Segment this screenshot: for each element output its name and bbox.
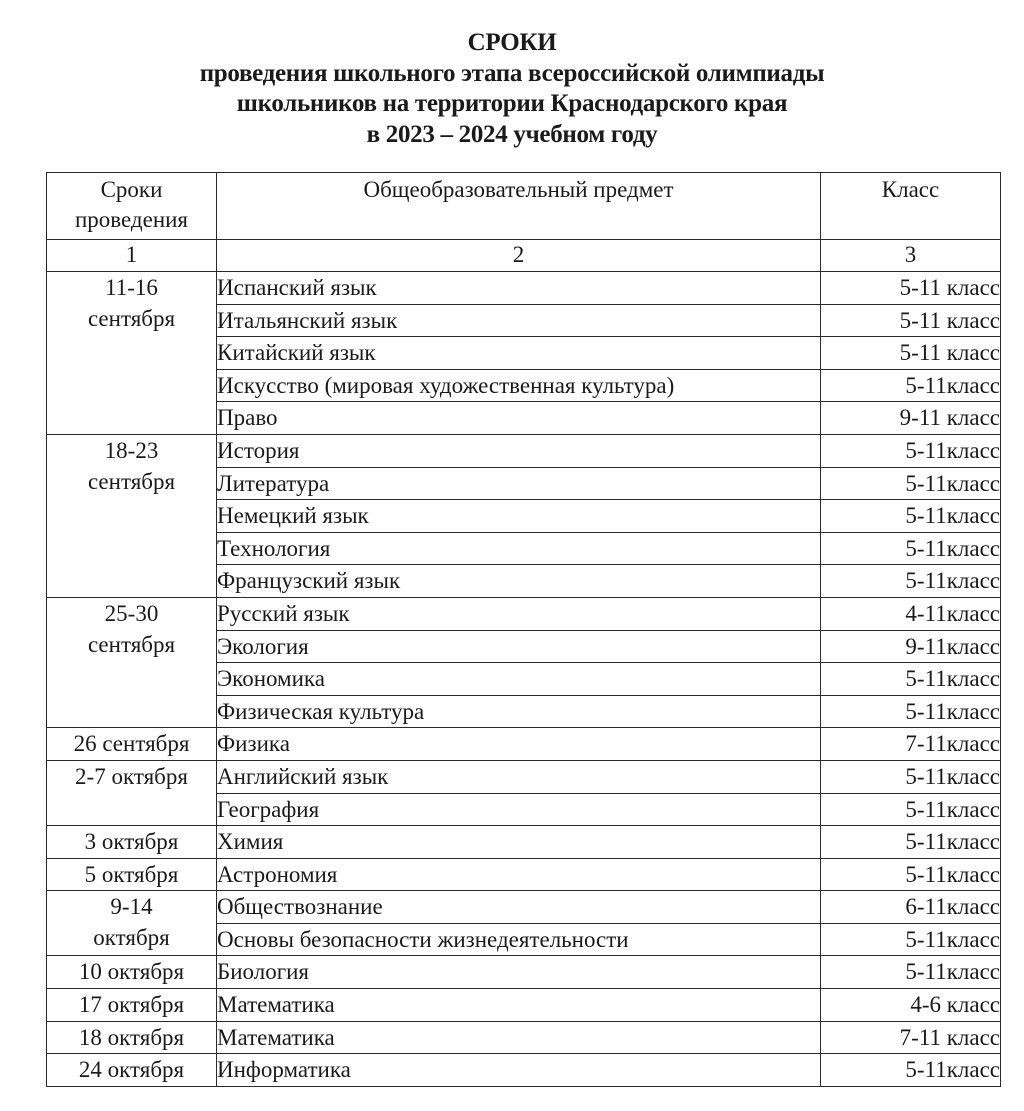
grade-cell: 7-11 класс (821, 1021, 1001, 1054)
header-date-line: проведения (74, 207, 189, 232)
grade-cell: 5-11класс (821, 532, 1001, 565)
table-row (47, 858, 1001, 891)
schedule-table (46, 172, 1001, 1087)
grade-cell: 5-11класс (821, 565, 1001, 598)
date-line: сентября (87, 468, 176, 494)
table-row (47, 891, 1001, 924)
table-row (47, 272, 1001, 305)
grade-cell: 9-11класс (821, 630, 1001, 663)
table-row (47, 597, 1001, 630)
date-cell (47, 826, 217, 859)
subject-cell: Английский язык (217, 760, 821, 793)
grade-cell: 5-11класс (821, 760, 1001, 793)
subject-cell: Астрономия (217, 858, 821, 891)
date-line: сентября (87, 306, 176, 331)
subject-cell: Математика (217, 1021, 821, 1054)
date-line: 2-7 октября (75, 763, 188, 789)
table-row (47, 728, 1001, 761)
table-row (47, 956, 1001, 989)
date-cell (47, 760, 217, 825)
subject-cell: Экология (217, 630, 821, 663)
date-cell (47, 858, 217, 891)
column-number: 3 (821, 240, 1001, 272)
date-line: 18-23 (104, 437, 159, 463)
subject-cell: Немецкий язык (217, 500, 821, 533)
header-date (47, 173, 217, 240)
grade-cell: 5-11класс (821, 1054, 1001, 1087)
grade-cell: 7-11класс (821, 728, 1001, 761)
grade-cell: 5-11класс (821, 467, 1001, 500)
grade-cell: 5-11 класс (821, 337, 1001, 370)
date-cell (47, 956, 217, 989)
subject-cell: Информатика (217, 1054, 821, 1087)
schedule-body (47, 272, 1001, 1087)
date-line: 25-30 (104, 600, 159, 626)
grade-cell: 5-11 класс (821, 272, 1001, 305)
column-number-row (47, 240, 1001, 272)
date-cell (47, 597, 217, 727)
document-title-block (0, 28, 1024, 150)
date-line: 10 октября (78, 959, 185, 985)
subject-cell: Технология (217, 532, 821, 565)
date-line: 26 сентября (73, 731, 190, 757)
subject-cell: Обществознание (217, 891, 821, 924)
document-subtitle-line: проведения школьного этапа всероссийской олимпиады (199, 59, 825, 87)
date-cell (47, 728, 217, 761)
date-cell (47, 891, 217, 956)
column-number: 1 (47, 240, 217, 272)
date-line: 24 октября (78, 1057, 185, 1083)
date-line: 3 октября (84, 829, 179, 855)
subject-cell: Русский язык (217, 597, 821, 630)
header-row (47, 173, 1001, 240)
grade-cell: 5-11класс (821, 923, 1001, 956)
subject-cell: Китайский язык (217, 337, 821, 370)
date-line: сентября (87, 631, 176, 657)
header-grade: Класс (821, 173, 1001, 240)
grade-cell: 5-11класс (821, 695, 1001, 728)
table-row (47, 1021, 1001, 1054)
grade-cell: 5-11класс (821, 793, 1001, 826)
date-line: 18 октября (78, 1024, 185, 1050)
column-number: 2 (217, 240, 821, 272)
subject-cell: Итальянский язык (217, 304, 821, 337)
subject-cell: География (217, 793, 821, 826)
table-row (47, 434, 1001, 467)
grade-cell: 4-11класс (821, 597, 1001, 630)
document-title: СРОКИ (467, 29, 557, 56)
table-row (47, 826, 1001, 859)
date-line: октября (93, 925, 170, 951)
grade-cell: 5-11класс (821, 826, 1001, 859)
date-cell (47, 1054, 217, 1087)
subject-cell: Право (217, 402, 821, 435)
document-subtitle-line: школьников на территории Краснодарского края (236, 90, 788, 117)
subject-cell: Литература (217, 467, 821, 500)
date-cell (47, 989, 217, 1022)
header-subject: Общеобразовательный предмет (217, 173, 821, 240)
subject-cell: Основы безопасности жизнедеятельности (217, 923, 821, 956)
grade-cell: 5-11класс (821, 858, 1001, 891)
date-line: 5 октября (84, 861, 179, 887)
subject-cell: Химия (217, 826, 821, 859)
grade-cell: 6-11класс (821, 891, 1001, 924)
subject-cell: Физическая культура (217, 695, 821, 728)
grade-cell: 5-11класс (821, 663, 1001, 696)
grade-cell: 5-11класс (821, 500, 1001, 533)
subject-cell: Физика (217, 728, 821, 761)
date-line: 11-16 (105, 275, 158, 300)
subject-cell: Испанский язык (217, 272, 821, 305)
subject-cell: Французский язык (217, 565, 821, 598)
date-cell (47, 434, 217, 597)
grade-cell: 4-6 класс (821, 989, 1001, 1022)
grade-cell: 9-11 класс (821, 402, 1001, 435)
subject-cell: Математика (217, 989, 821, 1022)
subject-cell: Экономика (217, 663, 821, 696)
subject-cell: История (217, 434, 821, 467)
date-cell (47, 1021, 217, 1054)
header-date-line: Сроки (100, 177, 163, 202)
grade-cell: 5-11класс (821, 956, 1001, 989)
subject-cell: Биология (217, 956, 821, 989)
grade-cell: 5-11класс (821, 434, 1001, 467)
grade-cell: 5-11класс (821, 369, 1001, 402)
table-row (47, 989, 1001, 1022)
table-row (47, 1054, 1001, 1087)
grade-cell: 5-11 класс (821, 304, 1001, 337)
document-subtitle-line: в 2023 – 2024 учебном году (366, 120, 658, 148)
subject-cell: Искусство (мировая художественная культура) (217, 369, 821, 402)
date-line: 9-14 (110, 894, 153, 920)
table-row (47, 760, 1001, 793)
date-cell (47, 272, 217, 435)
date-line: 17 октября (78, 992, 185, 1018)
